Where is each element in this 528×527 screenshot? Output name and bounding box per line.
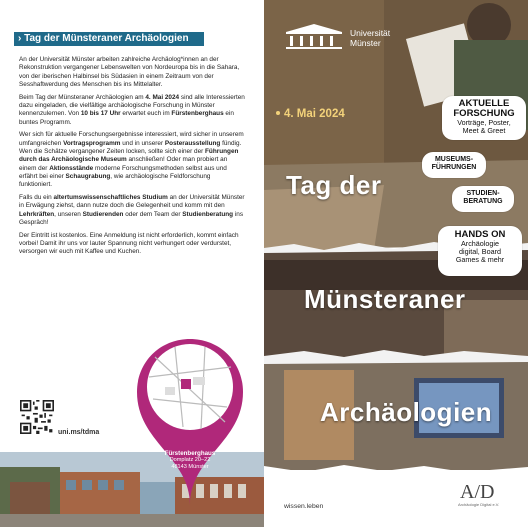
bold-text: altertumswissenschaftliches Studium: [53, 193, 168, 201]
text: An der Universität Münster arbeiten zahlreiche Archäolog*innen an der Rekonstruktion vergangener Lebenswelten von Nordeuropa bis in die Sahara, von der iberischen Halbinsel bis Südasien in einem Zeitraum von der Sesshaftwerdung des Menschen bis ins Mittelalter.: [19, 56, 240, 88]
text: sind alle Interessierten dazu eingeladen, die vielfältige archäologische Forschung in Münster kennenzulernen. Von: [19, 93, 245, 118]
bold-text: Aktionsstände: [49, 164, 94, 172]
ad-logo-subtitle: Archäologie Digital e.V.: [458, 502, 500, 507]
paragraph: [19, 94, 245, 127]
bubble-study-advice: STUDIEN- BERATUNG: [452, 186, 514, 212]
bold-text: Posterausstellung: [164, 139, 221, 147]
ad-logo: A/D: [460, 481, 495, 503]
bold-text: 10 bis 17 Uhr: [80, 110, 121, 118]
text: an der Universität Münster in Erwägung ziehst, dann nutze doch die Gelegenheit und komm mit den: [19, 193, 245, 210]
text: oder dem Team der: [123, 210, 183, 218]
section-header: › Tag der Münsteraner Archäologien: [14, 32, 204, 46]
location-address: [135, 450, 245, 471]
text: ins Gespräch!: [19, 210, 244, 226]
right-panel: [264, 0, 528, 527]
bold-text: Fürstenberghaus: [171, 110, 224, 118]
paragraph: [19, 56, 245, 89]
paragraph: [19, 131, 245, 189]
location-name: Fürstenberghaus: [164, 450, 216, 457]
paragraph: [19, 232, 245, 257]
bold-text: Studierenden: [82, 210, 124, 218]
bubble-museum-tours: MUSEUMS- FÜHRUNGEN: [422, 152, 486, 178]
paragraph: [19, 194, 245, 227]
location-city: 48143 Münster: [171, 464, 209, 470]
location-pin: [135, 337, 245, 507]
event-url[interactable]: uni.ms/tdma: [58, 429, 100, 436]
footer-slogan: wissen.leben: [284, 503, 324, 510]
text: erwartet euch im: [120, 110, 172, 118]
bold-text: Studienberatung: [182, 210, 234, 218]
title-line-2: Münsteraner: [304, 284, 466, 314]
text: , unseren: [54, 210, 83, 218]
text: fündig. Wen die Schätze vergangener Zeiten locken, sollte sich einer der: [19, 139, 242, 155]
bubble-hands-on: HANDS ON Archäologie digital, Board Games & mehr: [438, 226, 522, 276]
text: und in unserer: [120, 139, 165, 147]
text: Wer sich für aktuelle Forschungsergebnisse interessiert, wird sicher in unserem umfangreichen: [19, 131, 244, 147]
bold-text: Führungen durch das Archäologische Museum: [19, 147, 239, 164]
text: ein buntes Programm.: [19, 110, 234, 126]
bold-text: Schaugrabung: [65, 172, 111, 180]
university-logo-text: Universität Münster: [350, 28, 391, 48]
title-line-1: Tag der: [286, 170, 382, 200]
text: moderne Forschungsmethoden selbst aus und erfährt bei einer: [19, 164, 227, 180]
bold-text: Vortragsprogramm: [63, 139, 121, 147]
qr-code: [20, 400, 54, 434]
text: , wie archäologische Feldforschung funktioniert.: [19, 172, 211, 189]
bubble-research: AKTUELLE FORSCHUNG Vorträge, Poster, Meet & Greet: [442, 96, 526, 140]
title-line-3: Archäologien: [320, 397, 493, 427]
text: Der Eintritt ist kostenlos. Eine Anmeldung ist nicht erforderlich, kommt einfach vorbei! Damit ihr uns vor lauter Spannung nicht verhungert oder verdurstet, versorgen wir euch mit Kaffee und Kuchen.: [19, 231, 239, 256]
text: anschließen! Oder man probiert an einem der: [19, 156, 228, 172]
text: Falls du ein: [19, 193, 54, 201]
body-text: [19, 56, 245, 261]
bold-text: 4. Mai 2024: [145, 93, 180, 101]
event-date: 4. Mai 2024: [284, 108, 345, 120]
location-street: Domplatz 20–22: [169, 457, 211, 463]
bold-text: Lehrkräften: [19, 210, 55, 218]
text: Beim Tag der Münsteraner Archäologien am: [19, 93, 146, 101]
